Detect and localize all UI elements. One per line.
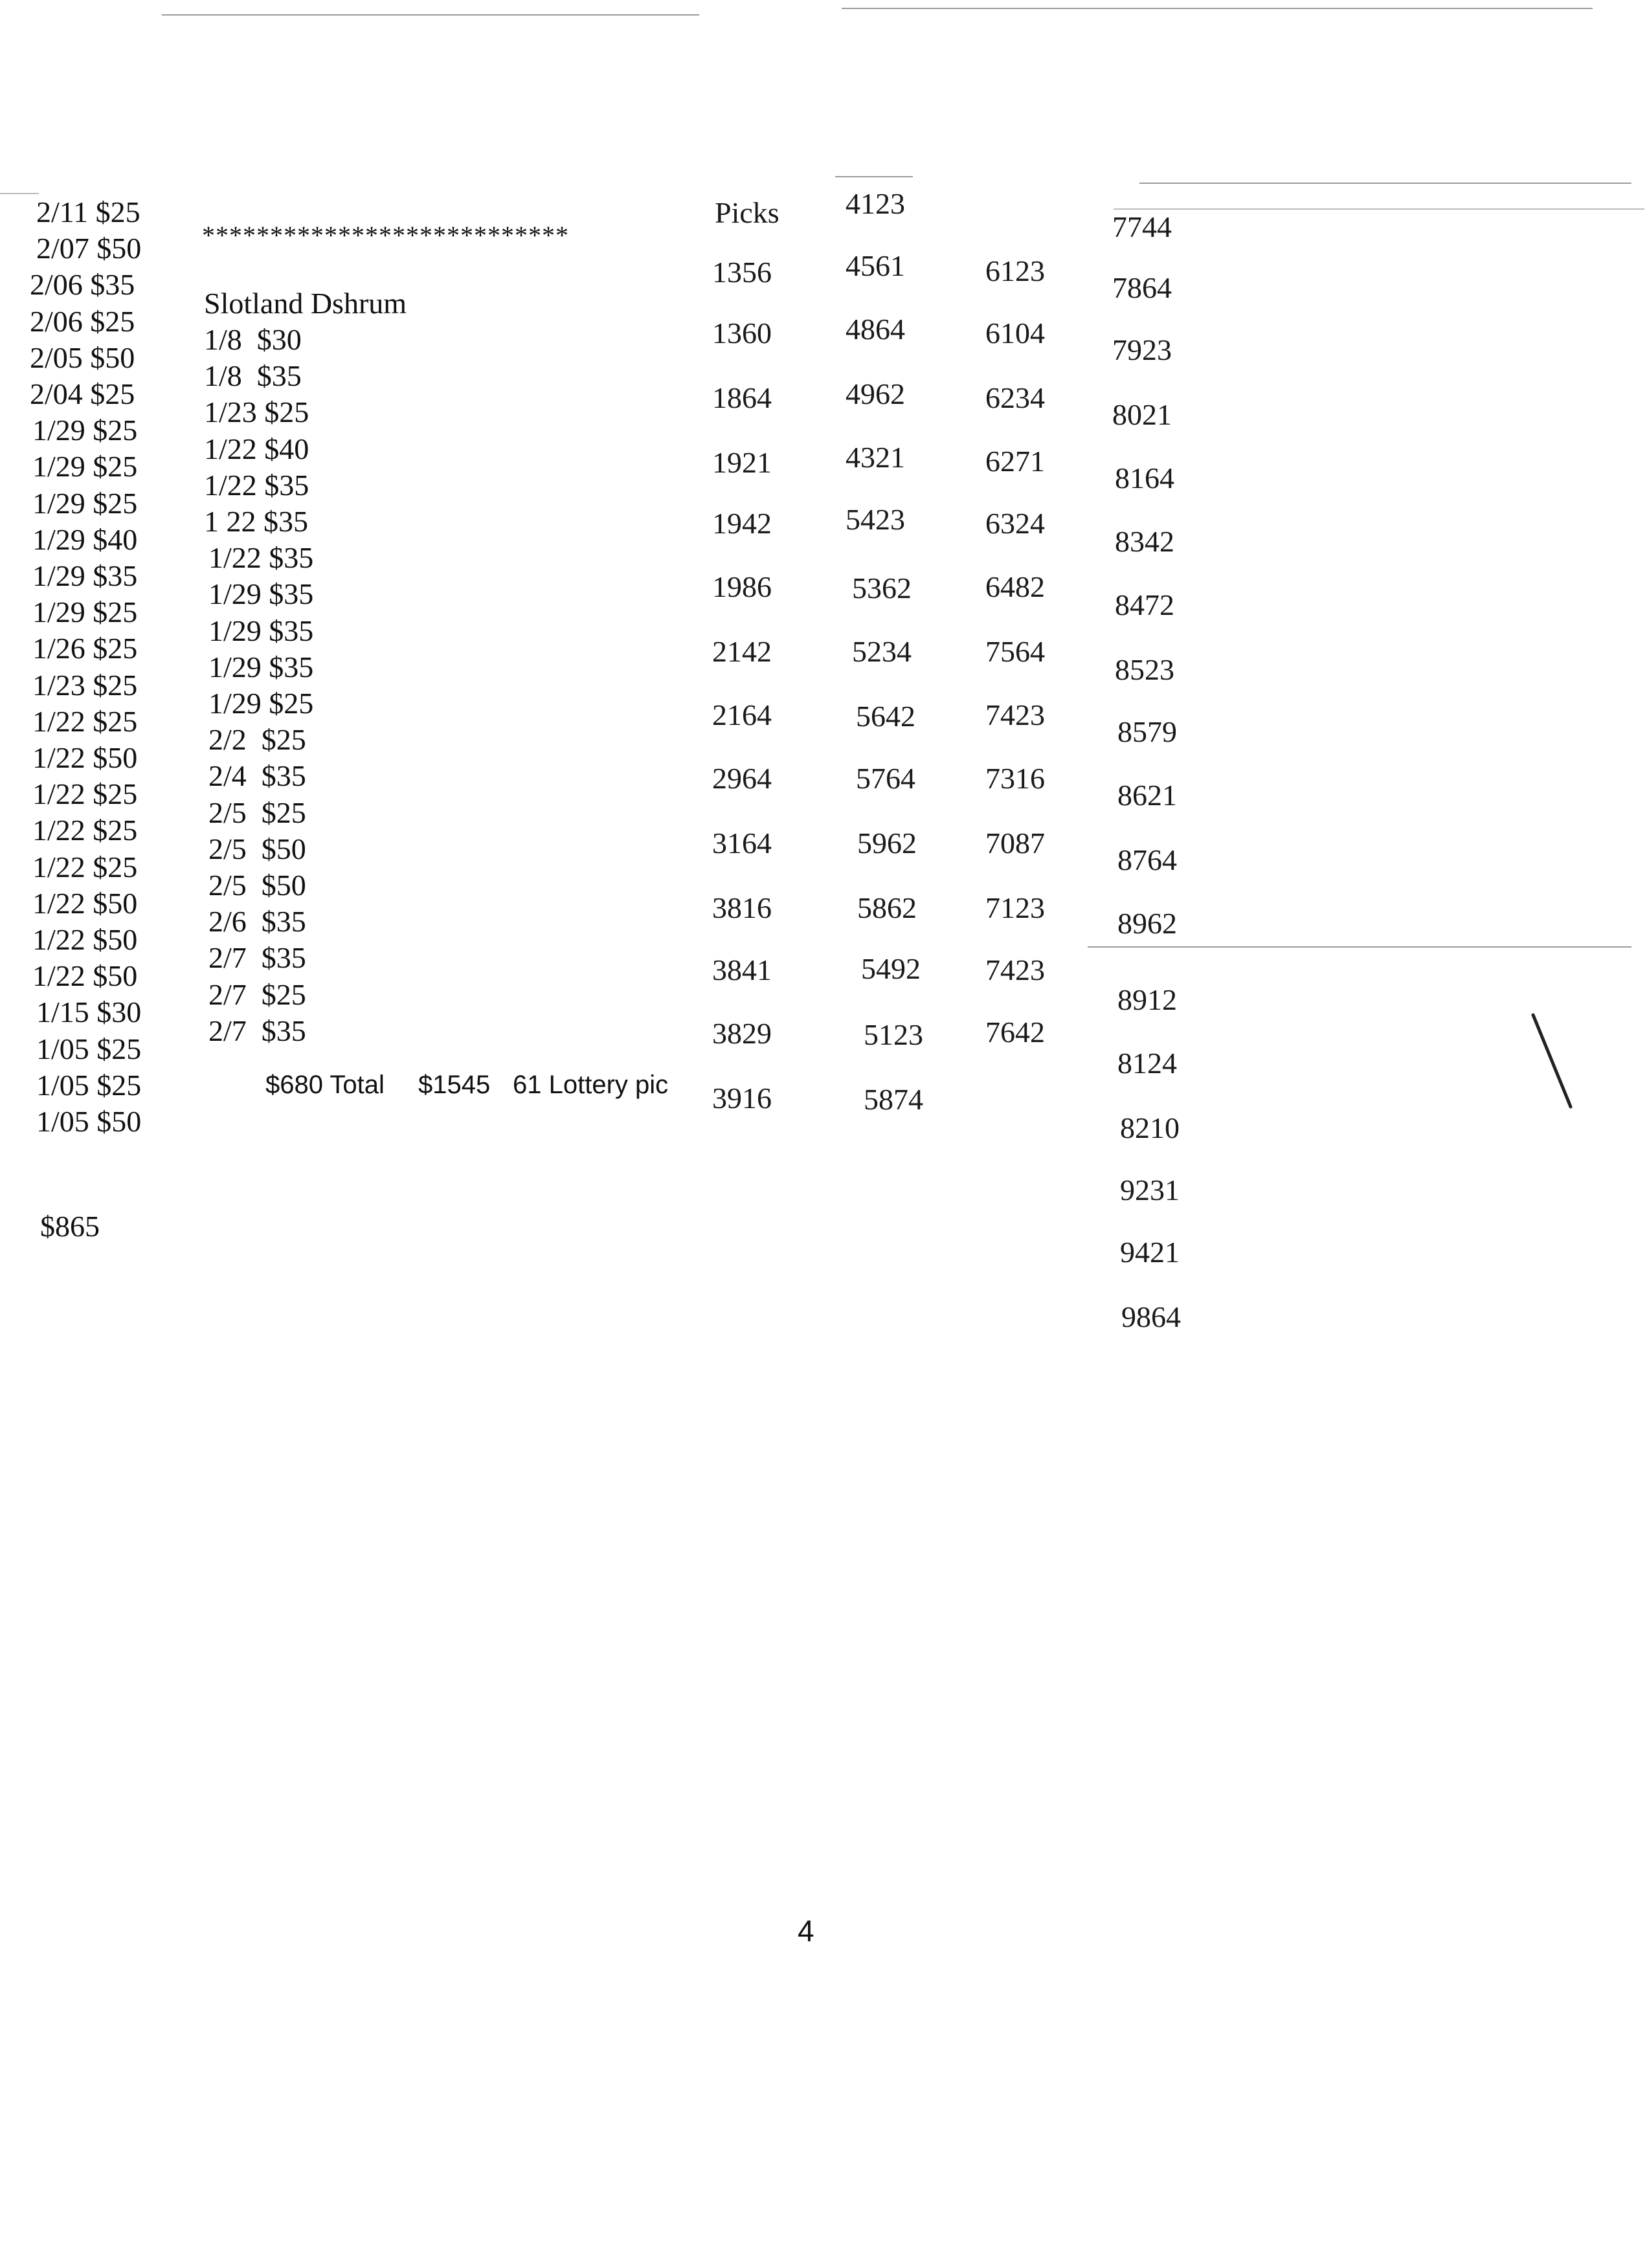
pick-number: 8021: [1112, 398, 1172, 431]
scan-line: [162, 14, 699, 16]
entry-row: 1/29 $25: [32, 450, 138, 484]
stars-divider: ***************************: [202, 221, 569, 250]
entry-row: 1/05 $25: [36, 1068, 142, 1102]
pick-number: 7744: [1112, 210, 1172, 243]
pick-number: 6104: [985, 317, 1045, 350]
entry-row: 1/23 $25: [32, 668, 138, 702]
pick-number: 1864: [712, 381, 772, 414]
scan-line: [0, 193, 39, 194]
summary-total-2: $1545: [418, 1071, 491, 1099]
entry-row: 1/15 $30: [36, 995, 142, 1029]
pick-number: 8962: [1117, 907, 1177, 940]
pick-number: 1356: [712, 256, 772, 289]
slotland-row: 1/8 $35: [204, 359, 302, 393]
entry-row: 2/06 $25: [30, 304, 135, 338]
pick-number: 1360: [712, 317, 772, 350]
entry-row: 1/26 $25: [32, 632, 138, 665]
pick-number: 4561: [846, 249, 905, 282]
pick-number: 6234: [985, 381, 1045, 414]
entry-row: 2/05 $50: [30, 340, 135, 374]
scan-line: [842, 8, 1593, 9]
entry-row: 1/05 $25: [36, 1032, 142, 1065]
pick-number: 7087: [985, 827, 1045, 860]
pick-number: 4123: [846, 187, 905, 220]
pick-number: 8210: [1120, 1111, 1180, 1144]
scan-line: [1088, 946, 1631, 948]
pick-number: 3841: [712, 953, 772, 986]
pick-number: 7423: [985, 698, 1045, 731]
slotland-row: 1 22 $35: [204, 505, 308, 538]
pick-number: 8523: [1115, 653, 1174, 686]
entry-row: 1/22 $25: [32, 814, 138, 847]
pick-number: 5874: [864, 1083, 923, 1116]
slotland-row: 2/7 $35: [208, 941, 306, 975]
entry-row: 1/29 $40: [32, 522, 138, 556]
entry-row: 1/22 $50: [32, 923, 138, 956]
pick-number: 5962: [857, 827, 917, 860]
pick-number: 8164: [1115, 461, 1174, 495]
pick-number: 5764: [856, 762, 915, 795]
slotland-row: 1/29 $35: [208, 577, 314, 611]
page-number: 4: [798, 1914, 814, 1948]
entry-row: 1/22 $25: [32, 777, 138, 811]
entry-row: 1/22 $50: [32, 959, 138, 993]
entry-row: 1/29 $25: [32, 595, 138, 629]
pick-number: 5423: [846, 503, 905, 536]
slotland-row: 1/8 $30: [204, 323, 302, 356]
pick-number: 7864: [1112, 271, 1172, 304]
pick-number: 8621: [1117, 779, 1177, 812]
entry-row: 1/22 $50: [32, 741, 138, 774]
pick-number: 7423: [985, 953, 1045, 986]
pick-number: 2164: [712, 698, 772, 731]
pick-number: 5642: [856, 700, 915, 733]
slotland-row: 1/23 $25: [204, 395, 309, 429]
summary-lottery: 61 Lottery pic: [513, 1071, 669, 1099]
pick-number: 3916: [712, 1082, 772, 1115]
pick-number: 5862: [857, 891, 917, 924]
slotland-row: 2/2 $25: [208, 723, 306, 757]
slotland-row: 2/5 $50: [208, 869, 306, 902]
scan-line: [1139, 183, 1631, 184]
picks-label: Picks: [715, 196, 779, 229]
entry-row: 1/22 $50: [32, 886, 138, 920]
entry-row: 1/22 $25: [32, 850, 138, 884]
section-title: Slotland Dshrum: [204, 287, 407, 320]
slotland-row: 1/22 $40: [204, 432, 309, 465]
slotland-row: 1/29 $35: [208, 650, 314, 684]
entry-row: 2/11 $25: [36, 195, 140, 228]
pick-number: 3829: [712, 1017, 772, 1050]
pick-number: 3816: [712, 891, 772, 924]
entry-row: 1/29 $25: [32, 414, 138, 447]
pick-number: 4864: [846, 313, 905, 346]
pick-number: 9421: [1120, 1236, 1180, 1269]
pick-number: 3164: [712, 827, 772, 860]
left-total: $865: [40, 1210, 100, 1243]
entry-row: 1/22 $25: [32, 704, 138, 738]
slotland-row: 1/22 $35: [208, 541, 314, 575]
slotland-row: 2/7 $25: [208, 977, 306, 1011]
pick-number: 9231: [1120, 1173, 1180, 1206]
scan-line: [835, 176, 913, 177]
pick-number: 8764: [1117, 843, 1177, 876]
pick-number: 6123: [985, 254, 1045, 287]
pick-number: 6324: [985, 507, 1045, 540]
slotland-row: 1/22 $35: [204, 468, 309, 502]
pick-number: 8342: [1115, 525, 1174, 558]
entry-row: 2/04 $25: [30, 377, 135, 410]
pick-number: 7564: [985, 635, 1045, 668]
pick-number: 8472: [1115, 588, 1174, 621]
pick-number: 8579: [1117, 715, 1177, 748]
slotland-row: 1/29 $35: [208, 614, 314, 647]
summary-total: $680 Total: [265, 1071, 385, 1099]
entry-row: 1/29 $25: [32, 486, 138, 520]
pick-number: 4321: [846, 441, 905, 474]
pick-number: 5362: [852, 572, 912, 605]
entry-row: 1/29 $35: [32, 559, 138, 592]
pick-number: 7316: [985, 762, 1045, 795]
pick-number: 8912: [1117, 983, 1177, 1016]
pick-number: 1921: [712, 446, 772, 479]
slotland-row: 2/5 $25: [208, 795, 306, 829]
pick-number: 2964: [712, 762, 772, 795]
slotland-row: 2/5 $50: [208, 832, 306, 865]
pick-number: 9864: [1121, 1300, 1181, 1333]
pick-number: 4962: [846, 377, 905, 410]
pen-stroke-mark: [1528, 1010, 1580, 1113]
pick-number: 5492: [861, 952, 921, 985]
slotland-row: 2/6 $35: [208, 905, 306, 939]
pick-number: 6482: [985, 570, 1045, 603]
pick-number: 1942: [712, 507, 772, 540]
pick-number: 5123: [864, 1018, 923, 1051]
slotland-row: 2/7 $35: [208, 1014, 306, 1047]
slotland-row: 1/29 $25: [208, 687, 314, 720]
pick-number: 6271: [985, 445, 1045, 478]
pick-number: 7123: [985, 891, 1045, 924]
pick-number: 5234: [852, 635, 912, 668]
pick-number: 7642: [985, 1016, 1045, 1049]
entry-row: 2/07 $50: [36, 232, 142, 265]
pick-number: 2142: [712, 635, 772, 668]
entry-row: 2/06 $35: [30, 268, 135, 302]
entry-row: 1/05 $50: [36, 1105, 142, 1138]
pick-number: 8124: [1117, 1047, 1177, 1080]
slotland-row: 2/4 $35: [208, 759, 306, 793]
scan-line: [1114, 208, 1644, 210]
pick-number: 7923: [1112, 333, 1172, 366]
pick-number: 1986: [712, 570, 772, 603]
